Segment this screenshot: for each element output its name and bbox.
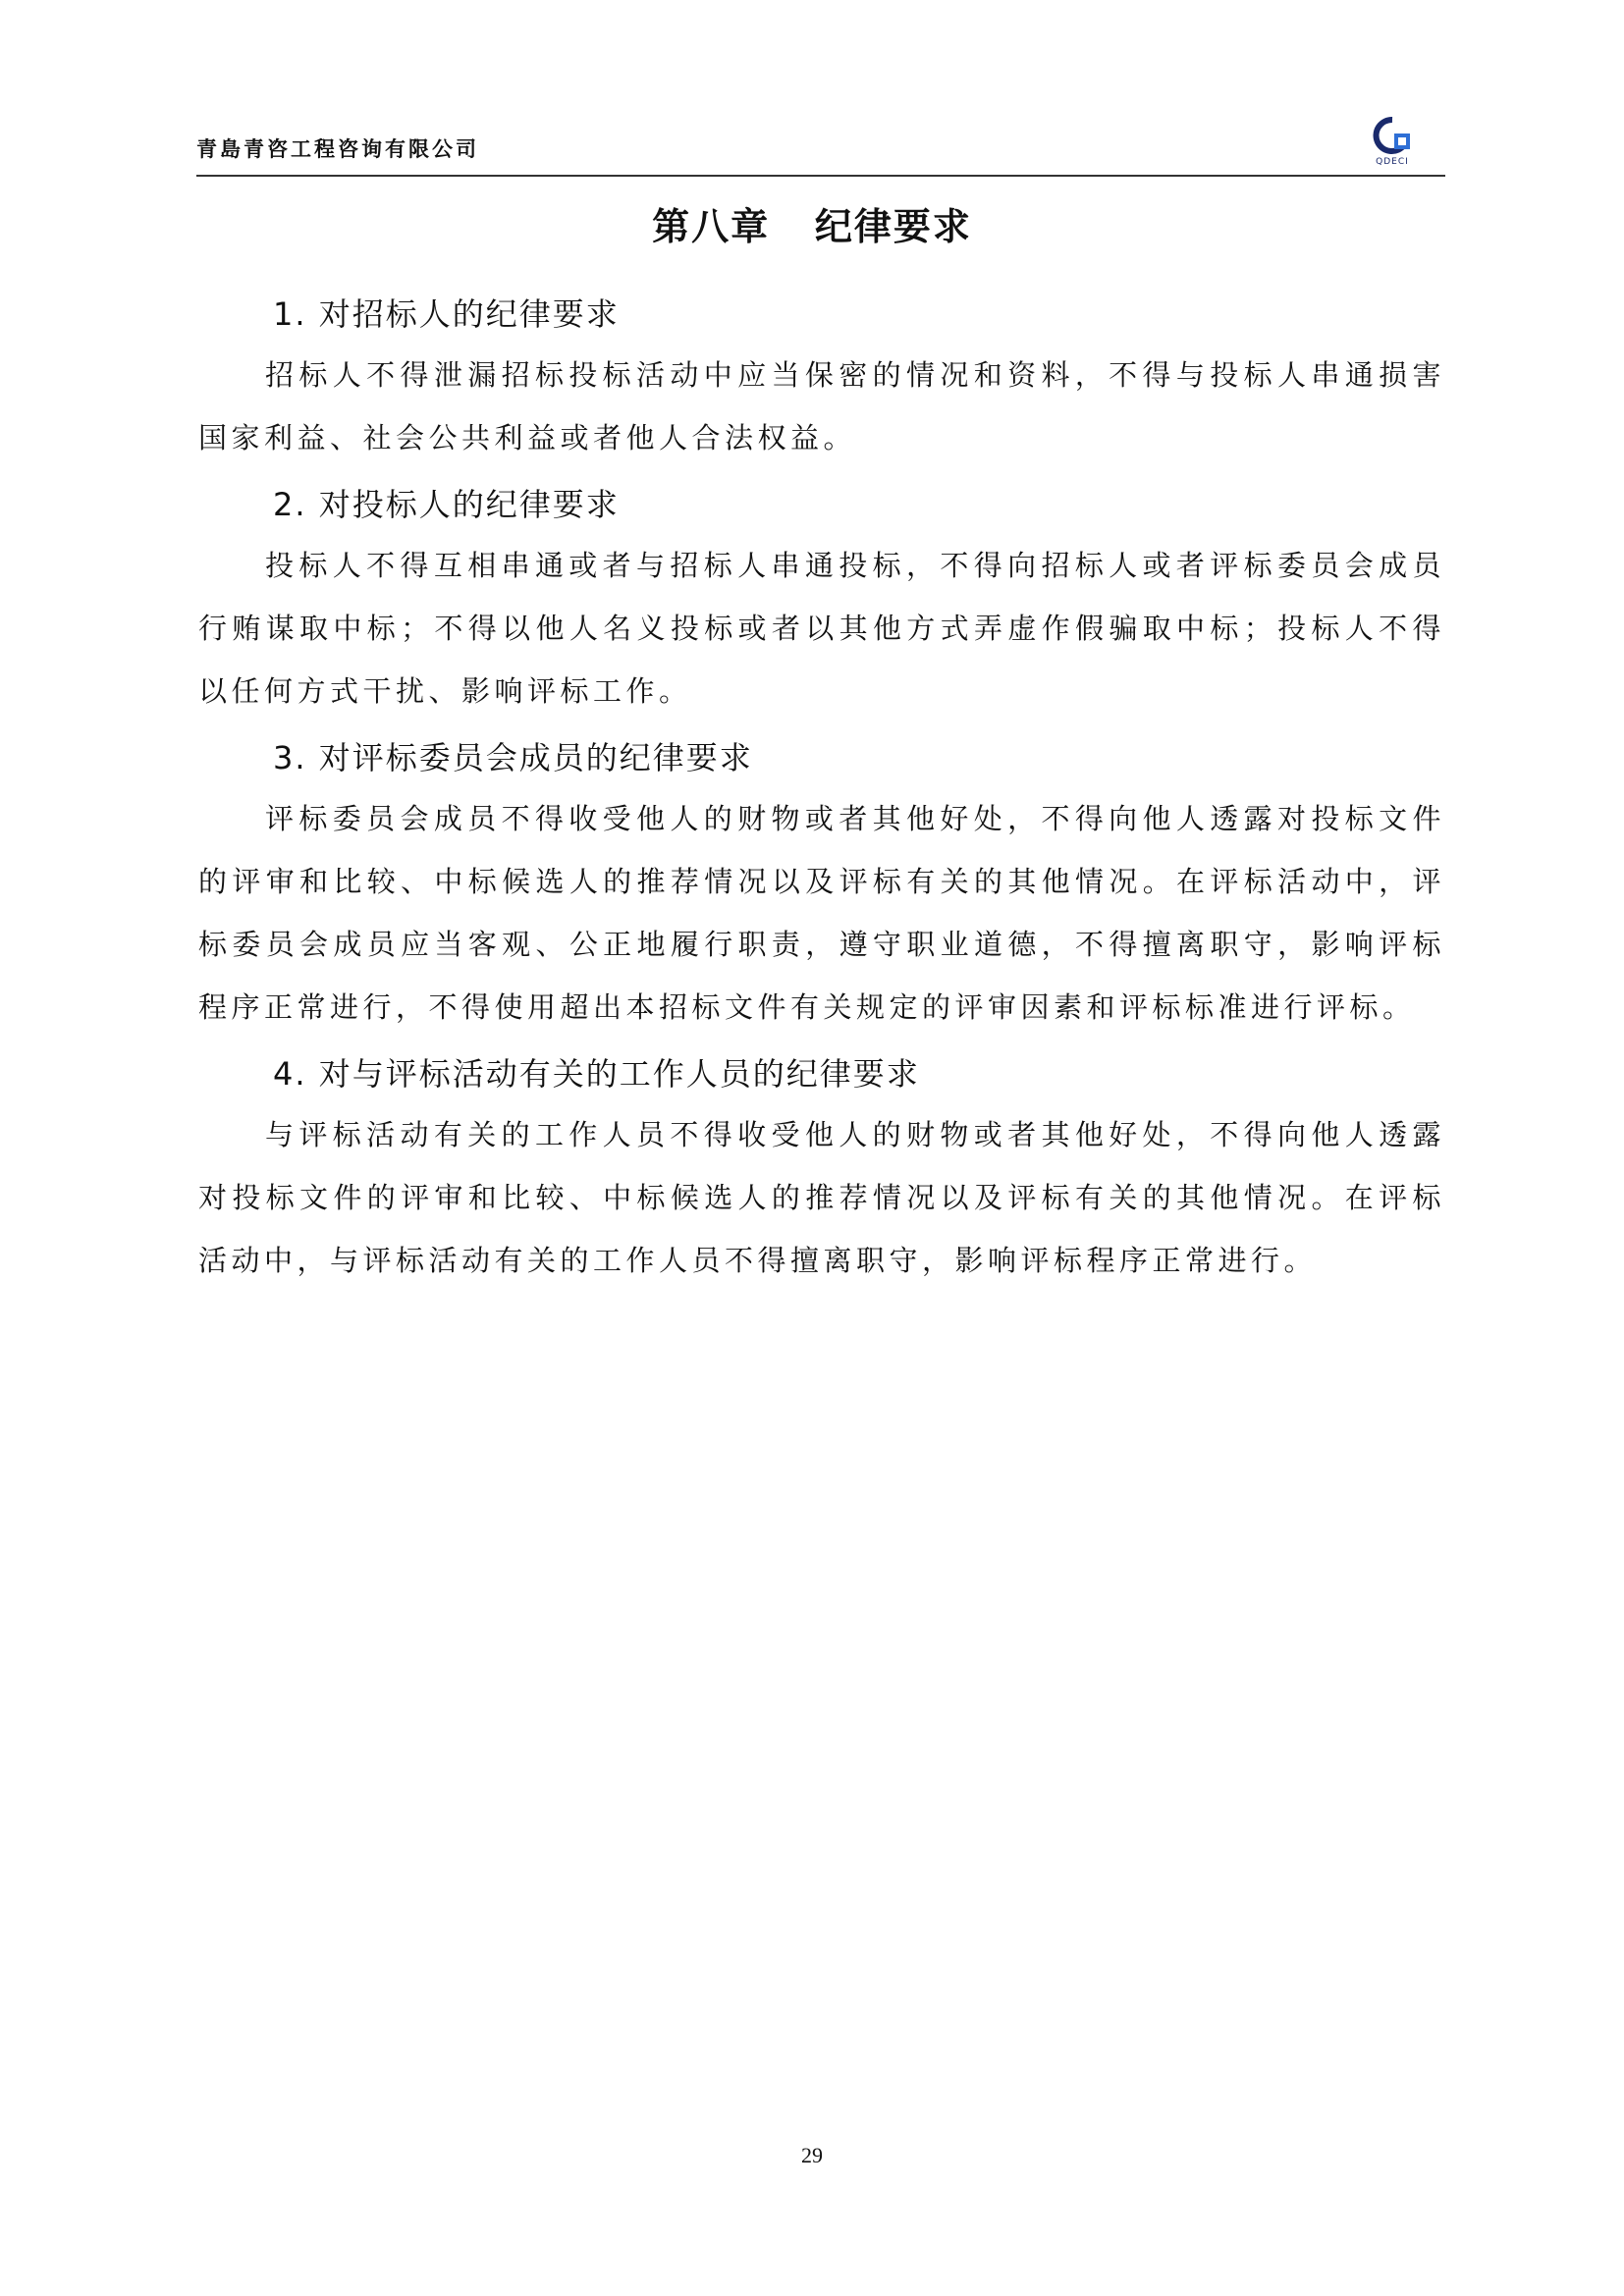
page-header xyxy=(196,116,1445,177)
section-heading-1: 1. 对招标人的纪律要求 xyxy=(273,295,620,333)
chapter-content xyxy=(198,285,1445,1298)
section-body-4: 与评标活动有关的工作人员不得收受他人的财物或者其他好处，不得向他人透露对投标文件的评审和比较、中标候选人的推荐情况以及评标有关的其他情况。在评标活动中，与评标活动有关的工作人员不得擅离职守，影响评标程序正常进行。 xyxy=(198,1118,1445,1277)
logo-text: QDECI xyxy=(1376,157,1409,167)
section-heading-2: 2. 对投标人的纪律要求 xyxy=(273,486,620,523)
section-heading-4: 4. 对与评标活动有关的工作人员的纪律要求 xyxy=(273,1055,920,1093)
chapter-title: 第八章 纪律要求 xyxy=(652,205,972,248)
qdeci-logo-icon xyxy=(1369,116,1416,155)
company-logo xyxy=(1369,116,1416,167)
section-heading-3: 3. 对评标委员会成员的纪律要求 xyxy=(273,739,753,776)
company-name: 青島青咨工程咨询有限公司 xyxy=(196,136,479,161)
section-body-3: 评标委员会成员不得收受他人的财物或者其他好处，不得向他人透露对投标文件的评审和比较、中标候选人的推荐情况以及评标有关的其他情况。在评标活动中，评标委员会成员应当客观、公正地履行职责，遵守职业道德，不得擅离职守，影响评标程序正常进行，不得使用超出本招标文件有关规定的评审因素和评标标准进行评标。 xyxy=(198,802,1445,1024)
section-body-1: 招标人不得泄漏招标投标活动中应当保密的情况和资料，不得与投标人串通损害国家利益、社会公共利益或者他人合法权益。 xyxy=(198,358,1445,454)
section-body-2: 投标人不得互相串通或者与招标人串通投标，不得向招标人或者评标委员会成员行贿谋取中标；不得以他人名义投标或者以其他方式弄虚作假骗取中标；投标人不得以任何方式干扰、影响评标工作。 xyxy=(198,549,1445,708)
page-number: 29 xyxy=(801,2143,823,2167)
